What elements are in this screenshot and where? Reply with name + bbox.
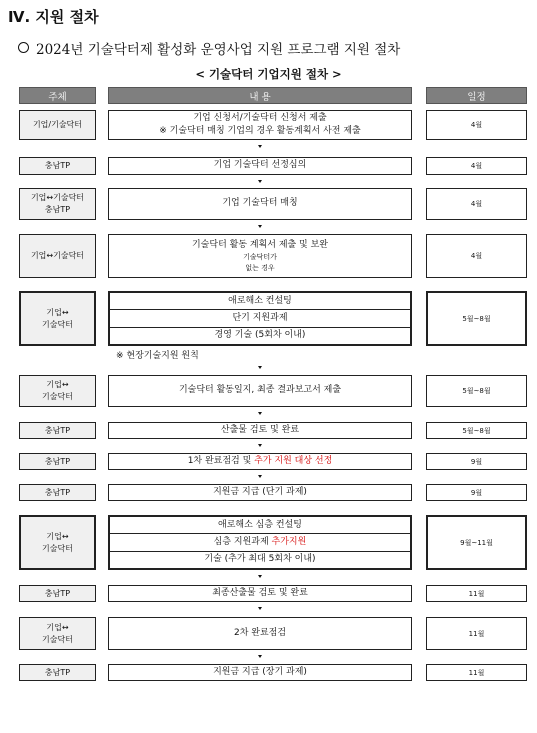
schedule-cell: 11월 <box>426 617 527 650</box>
actor-cell: 기업↔기술닥터 <box>19 234 96 278</box>
content-text: 1차 완료점검 및 <box>187 455 255 466</box>
actor-cell <box>19 515 96 570</box>
arrow-down-icon <box>258 225 262 228</box>
actor-line: 기업↔기술닥터 <box>30 193 85 202</box>
schedule-cell: 9월 <box>426 484 527 501</box>
subtitle-text: 2024년 기술닥터제 활성화 운영사업 지원 프로그램 지원 절차 <box>36 42 401 58</box>
actor-line: 기업↔ <box>46 380 69 389</box>
content-cell: 최종산출물 검토 및 완료 <box>108 585 412 602</box>
section-subtitle <box>18 38 400 58</box>
arrow-down-icon <box>258 412 262 415</box>
arrow-down-icon <box>258 655 262 658</box>
arrow-down-icon <box>258 366 262 369</box>
schedule-cell: 11월 <box>426 664 527 681</box>
actor-cell: 충남TP <box>19 157 96 175</box>
actor-line: 충남TP <box>44 205 71 214</box>
actor-line: 기업↔ <box>46 622 69 632</box>
content-cell: 기업 기술닥터 선정심의 <box>108 157 412 175</box>
header-schedule: 일정 <box>426 87 527 104</box>
actor-cell: 충남TP <box>19 422 96 439</box>
actor-cell <box>19 375 96 407</box>
content-cell: 지원금 지급 (장기 과제) <box>108 664 412 681</box>
actor-cell: 충남TP <box>19 585 96 602</box>
schedule-cell: 4월 <box>426 188 527 220</box>
content-cell <box>108 453 412 470</box>
schedule-cell: 9월 <box>426 453 527 470</box>
table-heading: < 기술닥터 기업지원 절차 > <box>195 67 342 81</box>
schedule-cell: 4월 <box>426 234 527 278</box>
content-line: 기업 신청서/기술닥터 신청서 제출 <box>193 112 327 123</box>
content-cell <box>108 291 412 346</box>
arrow-down-icon <box>258 607 262 610</box>
actor-line: 기술닥터 <box>42 543 73 553</box>
content-subrow: 경영 기술 (5회차 이내) <box>110 327 410 344</box>
content-subrow: 애로해소 심층 컨설팅 <box>218 519 302 530</box>
content-cell: 기술닥터 활동일지, 최종 결과보고서 제출 <box>108 375 412 407</box>
actor-line: 기술닥터 <box>42 392 73 401</box>
content-cell <box>108 234 412 278</box>
content-note: 없는 경우 <box>245 263 275 272</box>
content-cell <box>108 110 412 140</box>
content-subrow: 단기 지원과제 <box>110 309 410 326</box>
actor-line: 기업↔ <box>46 531 69 541</box>
content-subrow: 기술 (추가 최대 5회차 이내) <box>110 551 410 568</box>
content-note: 기술닥터가 <box>243 253 277 262</box>
schedule-cell: 11월 <box>426 585 527 602</box>
arrow-down-icon <box>258 444 262 447</box>
arrow-down-icon <box>258 475 262 478</box>
actor-cell <box>19 188 96 220</box>
actor-cell: 기업/기술닥터 <box>19 110 96 140</box>
actor-cell <box>19 617 96 650</box>
schedule-cell: 5월~8월 <box>426 422 527 439</box>
header-content: 내 용 <box>108 87 412 104</box>
content-text: 심층 지원과제 <box>213 536 272 547</box>
header-actor: 주체 <box>19 87 96 104</box>
actor-line: 기업↔ <box>46 307 69 317</box>
schedule-cell: 4월 <box>426 110 527 140</box>
content-highlight: 추가 지원 대상 선정 <box>254 455 333 466</box>
actor-cell: 충남TP <box>19 453 96 470</box>
actor-line: 기술닥터 <box>42 634 73 644</box>
content-cell: 산출물 검토 및 완료 <box>108 422 412 439</box>
arrow-down-icon <box>258 575 262 578</box>
content-cell: 지원금 지급 (단기 과제) <box>108 484 412 501</box>
content-cell <box>108 515 412 570</box>
content-subrow <box>110 533 410 550</box>
content-line: 기술닥터 활동 계획서 제출 및 보완 <box>191 240 329 251</box>
actor-cell: 충남TP <box>19 664 96 681</box>
actor-line: 기술닥터 <box>42 319 73 329</box>
arrow-down-icon <box>258 145 262 148</box>
schedule-cell: 4월 <box>426 157 527 175</box>
content-cell: 2차 완료점검 <box>108 617 412 650</box>
schedule-cell: 9월~11월 <box>426 515 527 570</box>
circle-bullet-icon <box>18 42 29 53</box>
content-note: ※ 기술닥터 매칭 기업의 경우 활동계획서 사전 제출 <box>159 126 361 136</box>
content-cell: 기업 기술닥터 매칭 <box>108 188 412 220</box>
content-highlight: 추가지원 <box>271 536 307 547</box>
schedule-cell: 5월~8월 <box>426 375 527 407</box>
footnote: ※ 현장기술지원 원칙 <box>116 351 199 361</box>
schedule-cell: 5월~8월 <box>426 291 527 346</box>
actor-cell <box>19 291 96 346</box>
page-title: Ⅳ. 지원 절차 <box>8 8 99 26</box>
actor-cell: 충남TP <box>19 484 96 501</box>
arrow-down-icon <box>258 180 262 183</box>
content-subrow: 애로해소 컨설팅 <box>228 295 292 306</box>
